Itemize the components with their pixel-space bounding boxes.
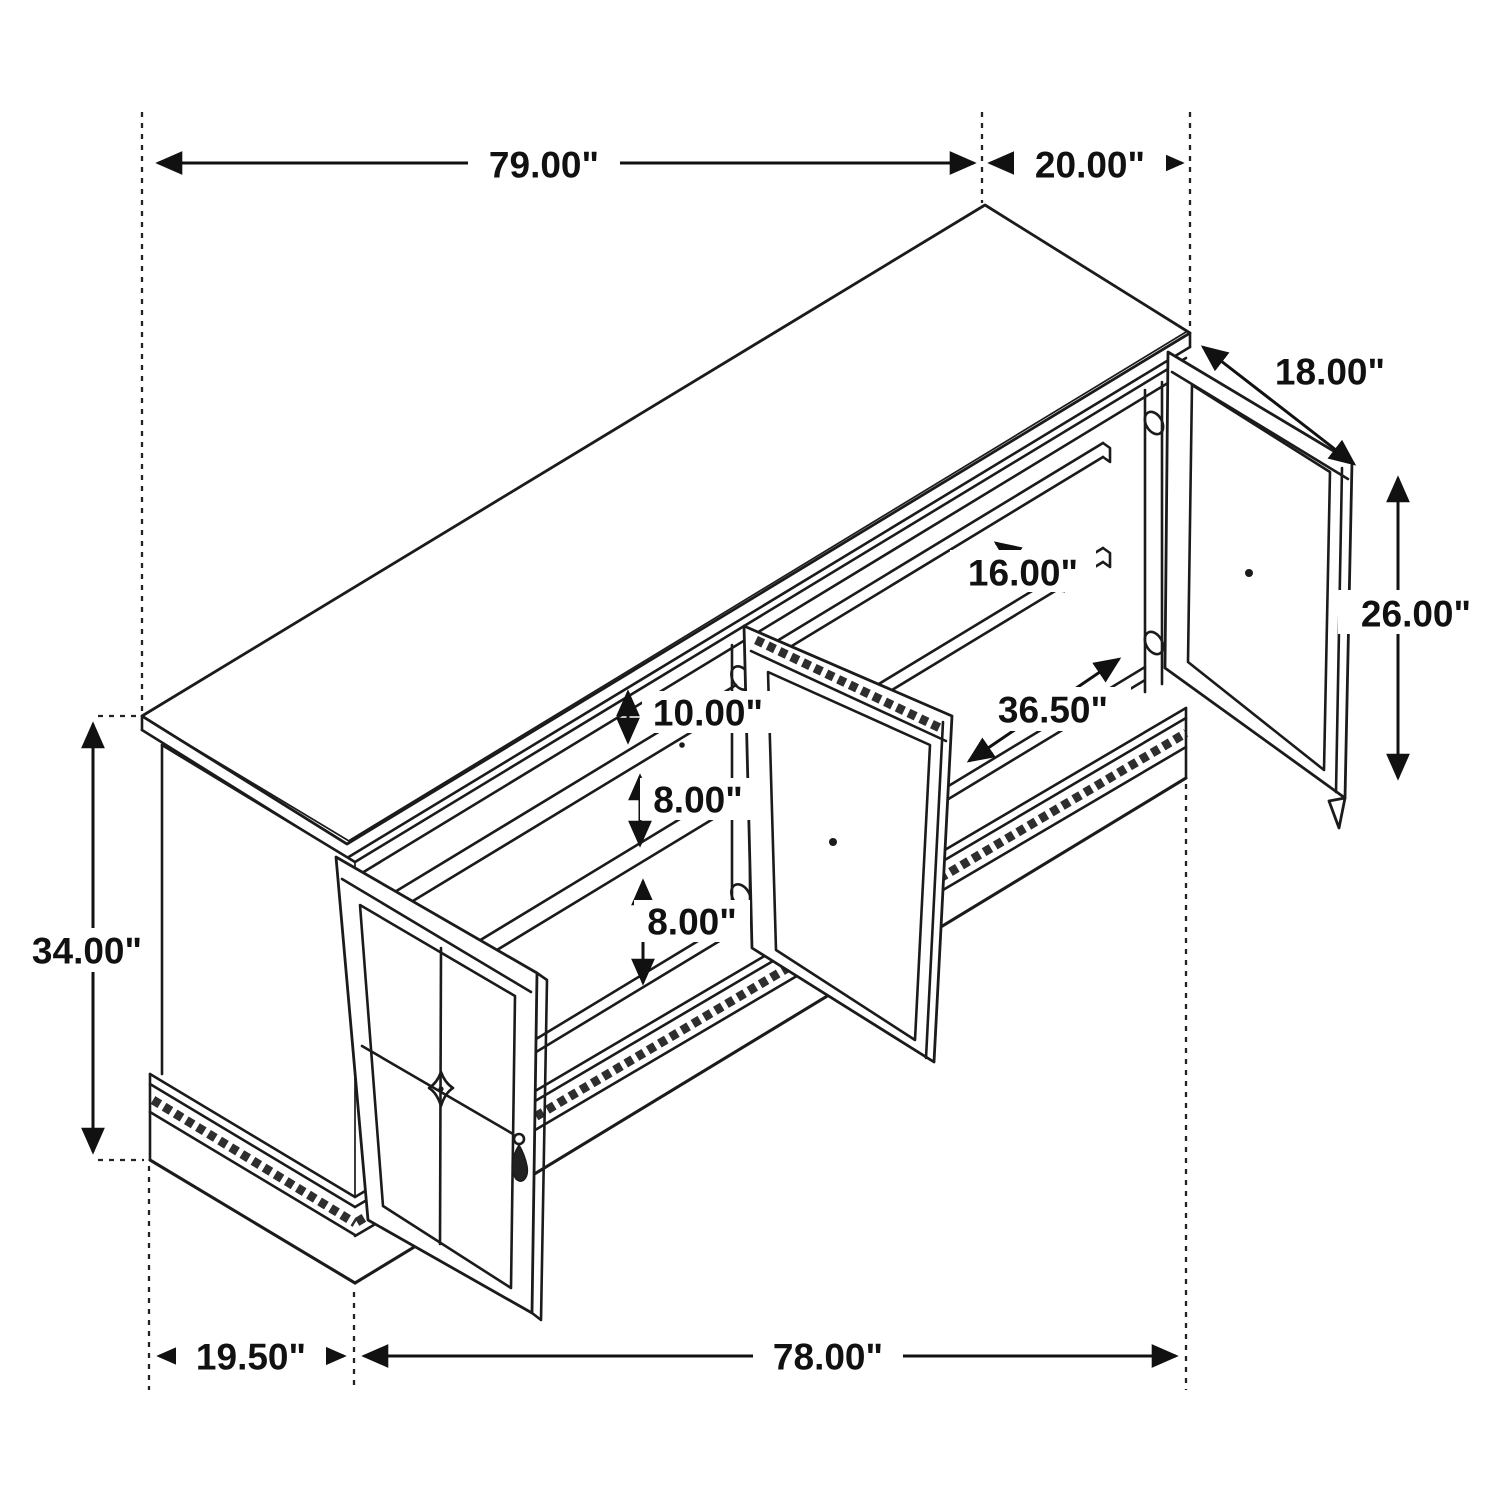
dim-interior-width xyxy=(969,659,1131,761)
top-panel xyxy=(142,205,1190,858)
door-knob-hole xyxy=(829,838,837,846)
dim-label-right-door-width: 18.00" xyxy=(1274,351,1386,393)
dim-right-door-height xyxy=(1338,478,1495,778)
dim-front-width xyxy=(364,1334,1176,1378)
dim-top-depth xyxy=(990,141,1182,186)
dim-top-width xyxy=(158,141,974,186)
dim-middle-shelf-gap xyxy=(640,776,756,845)
dim-label-top-shelf-gap: 10.00" xyxy=(652,692,764,734)
dim-label-top-width: 79.00" xyxy=(488,144,600,186)
shelf-pin-hole xyxy=(679,742,685,748)
door-mullion-vertical xyxy=(440,948,441,1244)
dim-overall-height xyxy=(20,724,155,1152)
dim-label-overall-height: 34.00" xyxy=(31,930,143,972)
cabinet xyxy=(142,205,1352,1320)
dim-label-front-width: 78.00" xyxy=(772,1336,884,1378)
dim-end-depth xyxy=(159,1334,344,1378)
dim-label-shelf-depth: 16.00" xyxy=(967,552,1079,594)
dim-label-top-depth: 20.00" xyxy=(1034,144,1146,186)
dim-label-interior-width: 36.50" xyxy=(997,689,1109,731)
dim-label-right-door-height: 26.00" xyxy=(1360,593,1472,635)
dim-label-end-depth: 19.50" xyxy=(195,1336,307,1378)
right-side-panel xyxy=(1141,382,1167,692)
door-knob-hole xyxy=(1245,569,1253,577)
dim-label-middle-shelf-gap: 8.00" xyxy=(653,779,743,821)
dim-shelf-depth xyxy=(950,543,1096,594)
door-right-open[interactable] xyxy=(1165,352,1352,828)
dim-label-bottom-shelf-gap: 8.00" xyxy=(647,901,737,943)
